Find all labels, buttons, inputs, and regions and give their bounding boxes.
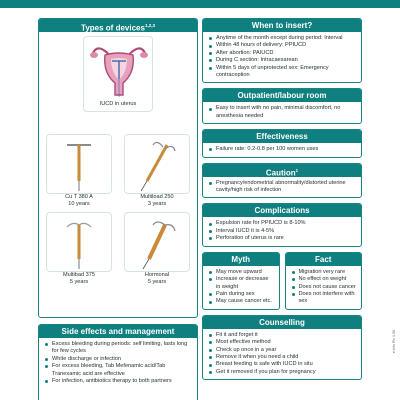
outpatient-header: Outpatient/labour room [203, 89, 361, 102]
fact-panel [285, 252, 363, 310]
effectiveness-panel [202, 129, 362, 157]
device-hormonal [124, 212, 190, 286]
list-item: Perforation of uterus is rare [208, 235, 356, 242]
list-item: May cause cancer etc. [208, 298, 274, 305]
list-item: Breast feeding is safe with IUCD in situ [208, 361, 356, 368]
fact-list [291, 269, 357, 306]
list-item: Easy to insert with no pain, minimal discomfort, no anesthesia needed [208, 105, 356, 120]
right-column [202, 18, 362, 385]
device-years: 10 years [68, 201, 90, 207]
list-item: White discharge or infection [44, 356, 192, 363]
hormonal-icon [125, 213, 189, 271]
caution-title: Caution [265, 168, 296, 178]
effectiveness-list [208, 146, 356, 153]
complications-list [208, 220, 356, 242]
list-item: Expulsion rate for PPIUCD is 8-10% [208, 220, 356, 227]
uterus-illustration [83, 36, 153, 112]
uterus-icon [87, 39, 151, 101]
uterus-caption: IUCD in uterus [99, 101, 137, 107]
list-item: Remove it when you need a child [208, 354, 356, 361]
list-item: Pain during sex [208, 291, 274, 298]
complications-panel [202, 203, 362, 246]
list-item: Migration very rare [291, 269, 357, 276]
device-name: Cu T 380 A [65, 194, 93, 200]
list-item: After abortion: PAIUCD [208, 50, 356, 57]
when-header: When to insert? [203, 19, 361, 32]
multiload-375-image [46, 212, 112, 272]
outpatient-panel [202, 88, 362, 124]
list-item: Anytime of the month except during period: Interval [208, 35, 356, 42]
list-item: Interval IUCD it is 4-5% [208, 228, 356, 235]
side-code-label: e-Info Pic 1.56 [392, 330, 396, 354]
list-item: Failure rate: 0.2-0.8 per 100 women uses [208, 146, 356, 153]
caution-list [208, 180, 356, 195]
list-item: Increase or decrease in weight [208, 276, 274, 291]
device-years: 5 years [147, 279, 167, 285]
list-item: Check up once in a year [208, 347, 356, 354]
when-list [208, 35, 356, 79]
list-item: No effect on weight [291, 276, 357, 283]
caution-panel [202, 163, 362, 199]
multiload-250-icon [125, 135, 189, 193]
types-title-sup: 1,2,3 [144, 23, 155, 28]
top-banner [0, 0, 400, 8]
device-years: 3 years [147, 201, 167, 207]
list-item: Does not interfere with sex [291, 291, 357, 306]
side-effects-panel [38, 324, 198, 400]
outpatient-list [208, 105, 356, 120]
types-of-devices-panel [38, 18, 198, 318]
device-name: Multiload 250 [140, 194, 174, 200]
counselling-header: Counselling [203, 316, 361, 329]
device-multiload-375 [46, 212, 112, 286]
multiload-375-icon [47, 213, 111, 271]
types-header [39, 19, 197, 32]
list-item: Excess bleeding during periods: self limiting, lasts long for few cycles [44, 341, 192, 356]
list-item: Most effective method [208, 339, 356, 346]
list-item: Get it removed if you plan for pregnancy [208, 369, 356, 376]
list-item: May move upward [208, 269, 274, 276]
when-to-insert-panel [202, 18, 362, 83]
device-multiload-250 [124, 134, 190, 208]
caution-title-sup: 1 [295, 167, 299, 173]
complications-header: Complications [203, 204, 361, 217]
device-name: Hormonal [144, 272, 170, 278]
list-item: Within 5 days of unprotected sex: Emergency contraception [208, 65, 356, 80]
myth-panel [202, 252, 280, 310]
left-column [38, 18, 198, 385]
counselling-panel [202, 315, 362, 380]
myth-fact-row [202, 252, 362, 315]
hormonal-image [124, 212, 190, 272]
side-effects-header: Side effects and management [39, 325, 197, 338]
myth-header: Myth [203, 253, 279, 266]
list-item: Does not cause cancer [291, 284, 357, 291]
cu-t-image [46, 134, 112, 194]
effectiveness-header: Effectiveness [203, 130, 361, 143]
list-item: During C section: Intracaesarean [208, 57, 356, 64]
multiload-250-image [124, 134, 190, 194]
list-item: Within 48 hours of delivery: PPIUCD [208, 42, 356, 49]
device-cu-t [46, 134, 112, 208]
types-title: Types of devices [81, 23, 145, 33]
list-item: Fit it and forget it [208, 332, 356, 339]
device-years: 5 years [69, 279, 89, 285]
counselling-list [208, 332, 356, 376]
cu-t-icon [47, 135, 111, 193]
device-name: Multibad 375 [62, 272, 96, 278]
myth-list [208, 269, 274, 306]
list-item: For infection, antibiotics therapy to both partners [44, 378, 192, 385]
list-item: Pregnancy/endometrial abnormality/distorted uterine cavity/high risk of infection [208, 180, 356, 195]
fact-header: Fact [286, 253, 362, 266]
caution-header [203, 164, 361, 177]
side-effects-list [44, 341, 192, 385]
list-item: For excess bleeding, Tab Mefenamic acid/Tab Tranexamic acid are effective [44, 363, 192, 378]
